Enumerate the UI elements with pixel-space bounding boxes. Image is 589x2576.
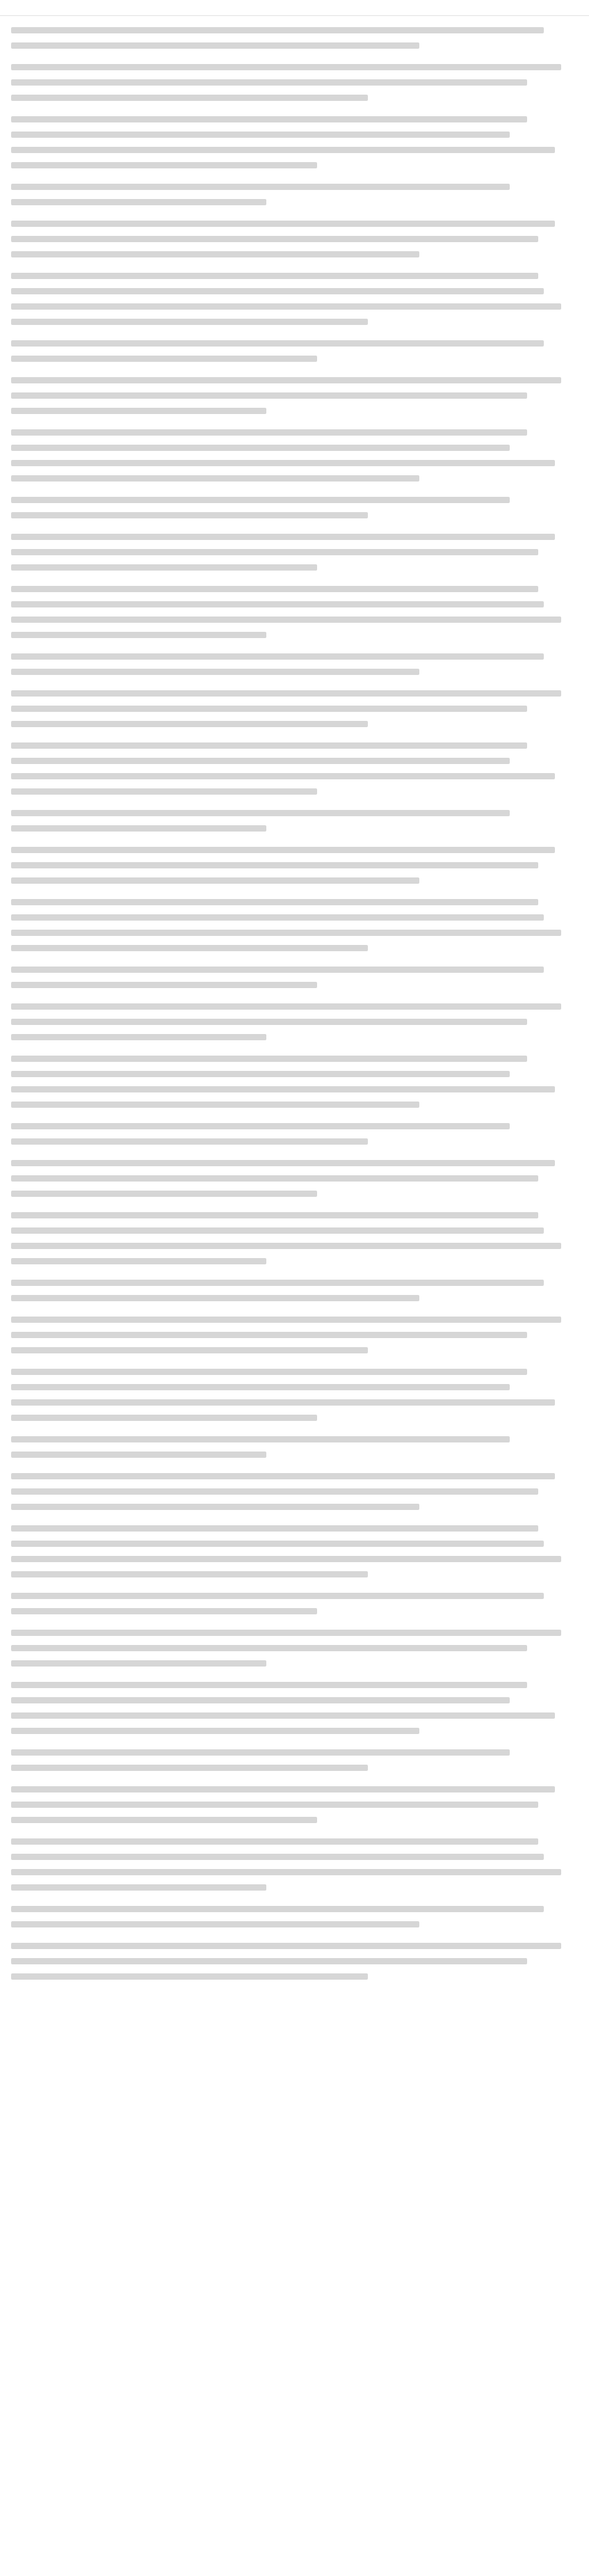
text-line-placeholder <box>11 1034 266 1040</box>
text-line-placeholder <box>11 1802 538 1808</box>
text-paragraph <box>11 1369 578 1421</box>
text-line-placeholder <box>11 1884 266 1891</box>
text-line-placeholder <box>11 1541 544 1547</box>
text-paragraph <box>11 534 578 571</box>
text-line-placeholder <box>11 1123 510 1129</box>
text-line-placeholder <box>11 1854 544 1860</box>
text-paragraph <box>11 1786 578 1823</box>
text-line-placeholder <box>11 1593 544 1599</box>
text-paragraph <box>11 116 578 168</box>
text-line-placeholder <box>11 1056 527 1062</box>
text-paragraph <box>11 1749 578 1771</box>
text-line-placeholder <box>11 408 266 414</box>
text-line-placeholder <box>11 914 544 921</box>
text-line-placeholder <box>11 1384 510 1390</box>
text-line-placeholder <box>11 877 419 884</box>
text-line-placeholder <box>11 273 538 279</box>
text-line-placeholder <box>11 460 555 466</box>
text-line-placeholder <box>11 1958 527 1964</box>
text-line-placeholder <box>11 1473 555 1479</box>
text-line-placeholder <box>11 1817 317 1823</box>
text-paragraph <box>11 847 578 884</box>
text-line-placeholder <box>11 564 317 571</box>
text-line-placeholder <box>11 742 527 749</box>
text-line-placeholder <box>11 847 555 853</box>
text-paragraph <box>11 1123 578 1145</box>
text-paragraph <box>11 586 578 638</box>
text-line-placeholder <box>11 497 510 503</box>
text-line-placeholder <box>11 1019 527 1025</box>
text-paragraph <box>11 1317 578 1353</box>
text-line-placeholder <box>11 1556 561 1562</box>
text-line-placeholder <box>11 1712 555 1719</box>
text-line-placeholder <box>11 810 510 816</box>
text-line-placeholder <box>11 899 538 905</box>
text-line-placeholder <box>11 758 510 764</box>
text-line-placeholder <box>11 1138 368 1145</box>
text-line-placeholder <box>11 1973 368 1980</box>
text-paragraph <box>11 1630 578 1667</box>
text-line-placeholder <box>11 1838 538 1845</box>
text-paragraph <box>11 1160 578 1197</box>
text-line-placeholder <box>11 1488 538 1495</box>
text-line-placeholder <box>11 601 544 607</box>
text-line-placeholder <box>11 1317 561 1323</box>
text-line-placeholder <box>11 1191 317 1197</box>
text-line-placeholder <box>11 1258 266 1264</box>
text-line-placeholder <box>11 1921 419 1927</box>
text-line-placeholder <box>11 356 317 362</box>
text-line-placeholder <box>11 1504 419 1510</box>
text-line-placeholder <box>11 1786 555 1792</box>
text-line-placeholder <box>11 1295 419 1301</box>
text-line-placeholder <box>11 1102 419 1108</box>
text-line-placeholder <box>11 42 419 49</box>
text-line-placeholder <box>11 95 368 101</box>
text-line-placeholder <box>11 1452 266 1458</box>
text-line-placeholder <box>11 945 368 951</box>
text-line-placeholder <box>11 445 510 451</box>
text-line-placeholder <box>11 773 555 779</box>
text-line-placeholder <box>11 1682 527 1688</box>
text-paragraph <box>11 1436 578 1458</box>
text-line-placeholder <box>11 199 266 205</box>
text-line-placeholder <box>11 706 527 712</box>
text-paragraph <box>11 1280 578 1301</box>
text-line-placeholder <box>11 184 510 190</box>
text-line-placeholder <box>11 862 538 868</box>
text-line-placeholder <box>11 162 317 168</box>
text-line-placeholder <box>11 1415 317 1421</box>
text-line-placeholder <box>11 1280 544 1286</box>
text-paragraph <box>11 377 578 414</box>
text-paragraph <box>11 273 578 325</box>
text-line-placeholder <box>11 64 561 70</box>
text-line-placeholder <box>11 1525 538 1532</box>
text-line-placeholder <box>11 1645 527 1651</box>
text-line-placeholder <box>11 930 561 936</box>
text-paragraph <box>11 221 578 257</box>
text-line-placeholder <box>11 147 555 153</box>
text-paragraph <box>11 1473 578 1510</box>
text-line-placeholder <box>11 116 527 122</box>
text-line-placeholder <box>11 825 266 832</box>
text-line-placeholder <box>11 1608 317 1614</box>
text-line-placeholder <box>11 1697 510 1703</box>
text-line-placeholder <box>11 340 544 347</box>
text-line-placeholder <box>11 1399 555 1406</box>
text-paragraph <box>11 1212 578 1264</box>
text-line-placeholder <box>11 1869 561 1875</box>
text-paragraph <box>11 1003 578 1040</box>
text-line-placeholder <box>11 392 527 399</box>
text-paragraph <box>11 64 578 101</box>
text-line-placeholder <box>11 303 561 310</box>
text-line-placeholder <box>11 788 317 795</box>
text-line-placeholder <box>11 132 510 138</box>
text-line-placeholder <box>11 1765 368 1771</box>
text-line-placeholder <box>11 429 527 436</box>
text-paragraph <box>11 1525 578 1577</box>
text-line-placeholder <box>11 1160 555 1166</box>
text-line-placeholder <box>11 377 561 383</box>
text-line-placeholder <box>11 1175 538 1182</box>
text-line-placeholder <box>11 534 555 540</box>
text-paragraph <box>11 184 578 205</box>
text-line-placeholder <box>11 1749 510 1756</box>
text-paragraph <box>11 742 578 795</box>
text-paragraph <box>11 27 578 49</box>
text-line-placeholder <box>11 982 317 988</box>
text-line-placeholder <box>11 721 368 727</box>
text-line-placeholder <box>11 1943 561 1949</box>
text-line-placeholder <box>11 1086 555 1092</box>
text-line-placeholder <box>11 251 419 257</box>
text-line-placeholder <box>11 512 368 518</box>
text-line-placeholder <box>11 690 561 697</box>
text-line-placeholder <box>11 319 368 325</box>
text-paragraph <box>11 1838 578 1891</box>
text-line-placeholder <box>11 967 544 973</box>
text-paragraph <box>11 1906 578 1927</box>
text-line-placeholder <box>11 1728 419 1734</box>
text-line-placeholder <box>11 669 419 675</box>
text-line-placeholder <box>11 586 538 592</box>
text-paragraph <box>11 690 578 727</box>
text-paragraph <box>11 653 578 675</box>
text-paragraph <box>11 340 578 362</box>
text-line-placeholder <box>11 1906 544 1912</box>
text-line-placeholder <box>11 1369 527 1375</box>
text-paragraph <box>11 810 578 832</box>
text-line-placeholder <box>11 549 538 555</box>
text-line-placeholder <box>11 1227 544 1234</box>
text-line-placeholder <box>11 475 419 482</box>
text-line-placeholder <box>11 1332 527 1338</box>
text-line-placeholder <box>11 1003 561 1010</box>
text-line-placeholder <box>11 617 561 623</box>
text-paragraph <box>11 429 578 482</box>
text-line-placeholder <box>11 1630 561 1636</box>
text-line-placeholder <box>11 653 544 660</box>
text-paragraph <box>11 1943 578 1980</box>
text-line-placeholder <box>11 1243 561 1249</box>
text-line-placeholder <box>11 1571 368 1577</box>
text-line-placeholder <box>11 1436 510 1442</box>
text-line-placeholder <box>11 1660 266 1667</box>
text-line-placeholder <box>11 632 266 638</box>
document-header <box>0 0 589 16</box>
text-paragraph <box>11 497 578 518</box>
text-line-placeholder <box>11 236 538 242</box>
document-body <box>0 16 589 2006</box>
text-line-placeholder <box>11 221 555 227</box>
text-paragraph <box>11 1056 578 1108</box>
text-line-placeholder <box>11 1347 368 1353</box>
text-line-placeholder <box>11 27 544 33</box>
text-paragraph <box>11 1593 578 1614</box>
text-line-placeholder <box>11 1071 510 1077</box>
text-line-placeholder <box>11 1212 538 1218</box>
text-line-placeholder <box>11 79 527 86</box>
text-paragraph <box>11 1682 578 1734</box>
text-line-placeholder <box>11 288 544 294</box>
text-paragraph <box>11 967 578 988</box>
text-paragraph <box>11 899 578 951</box>
